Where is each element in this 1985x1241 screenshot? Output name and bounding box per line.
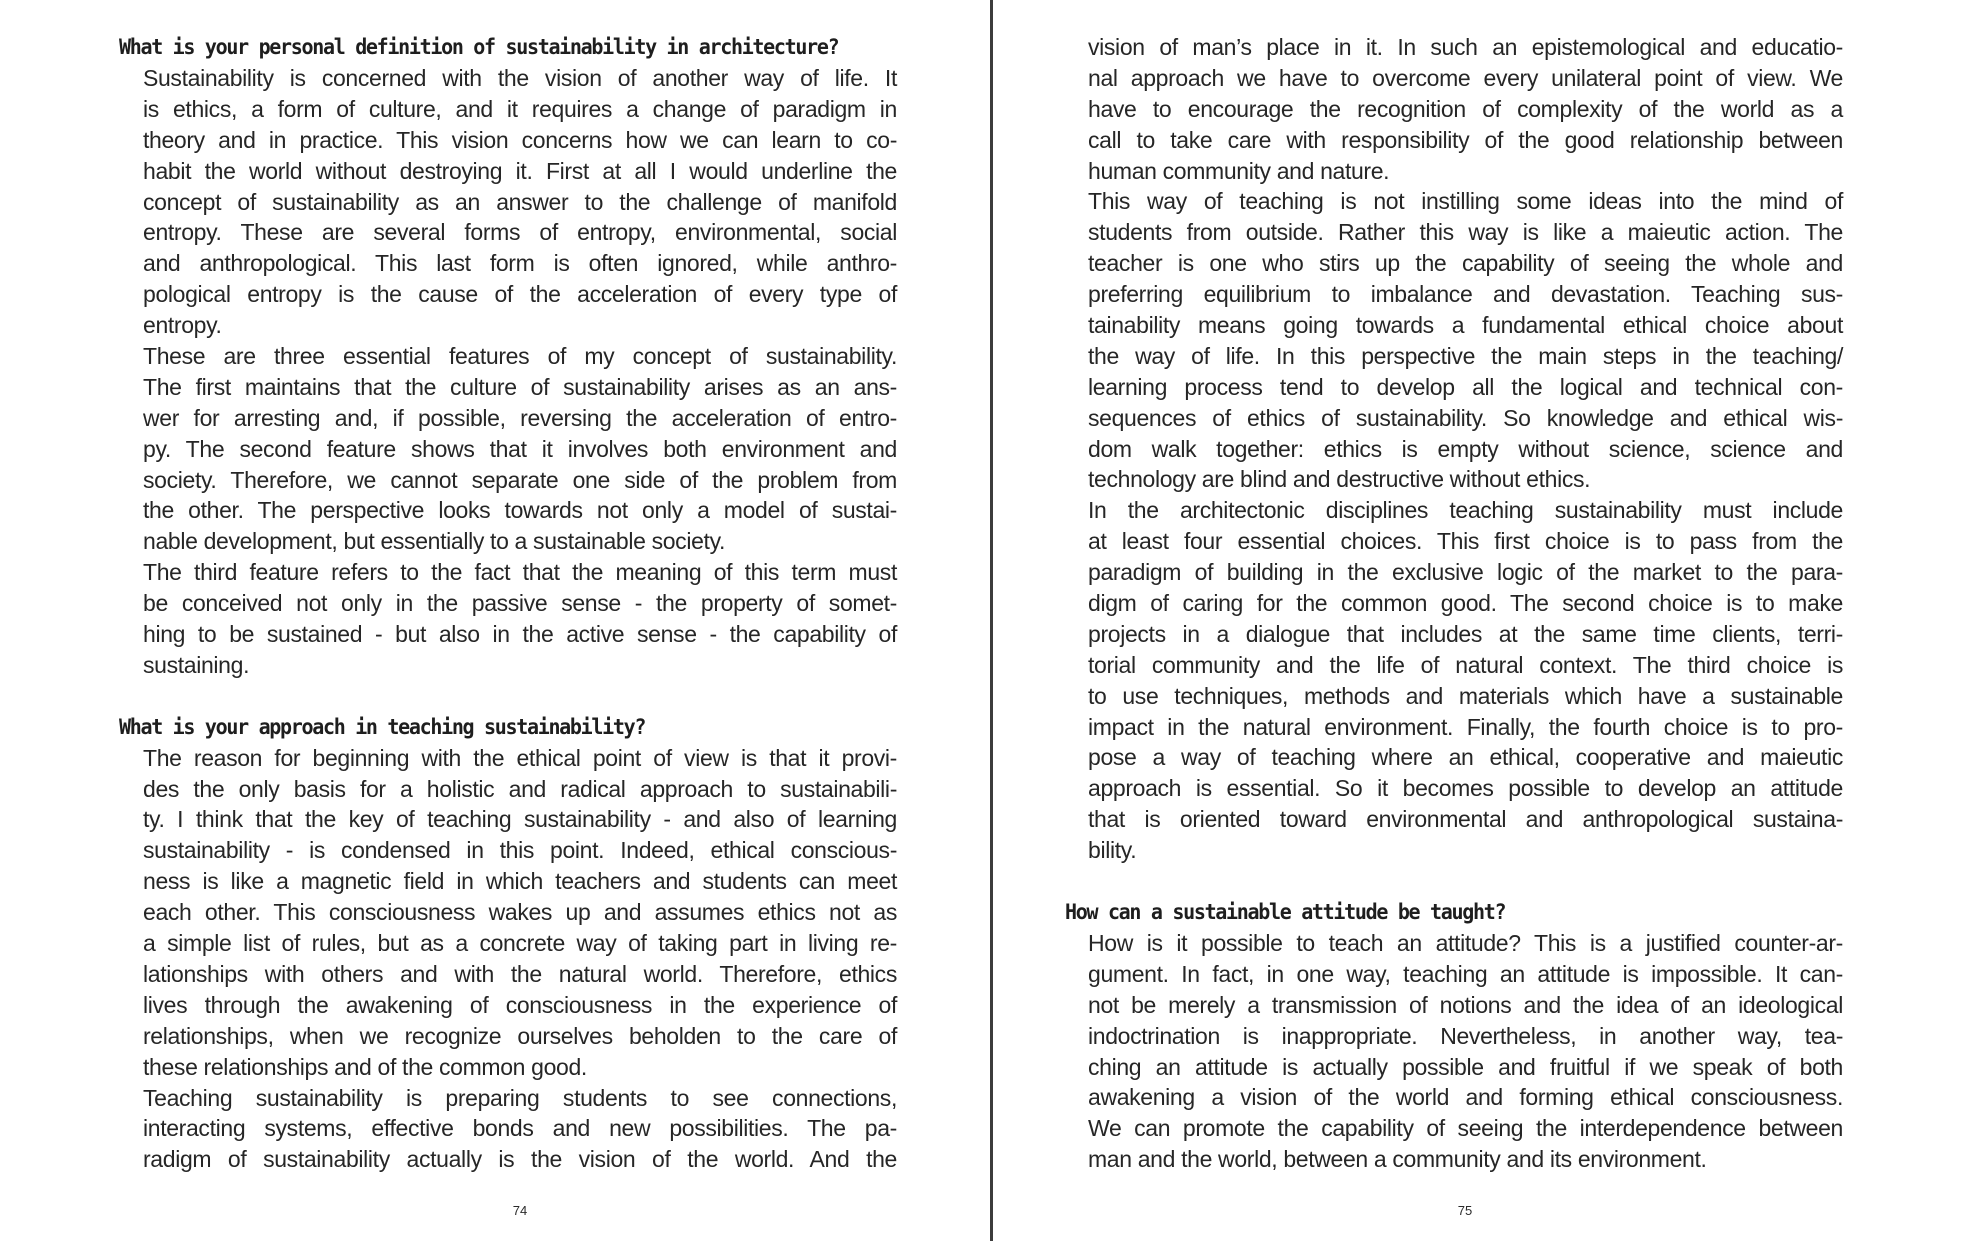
text-line: We can promote the capability of seeing the interdependence between — [1088, 1115, 1843, 1142]
text-line: impact in the natural environment. Finally, the fourth choice is to pro- — [1088, 713, 1843, 740]
text-line: These are three essential features of my concept of sustainability. — [143, 343, 897, 370]
text-line: torial community and the life of natural context. The third choice is — [1088, 651, 1843, 678]
right-page-text-column — [1065, 32, 1843, 1175]
text-line: radigm of sustainability actually is the vision of the world. And the — [143, 1146, 897, 1173]
text-line: indoctrination is inappropriate. Nevertheless, in another way, tea- — [1088, 1022, 1843, 1049]
text-line: technology are blind and destructive without ethics. — [1088, 466, 1591, 493]
text-line: teacher is one who stirs up the capability of seeing the whole and — [1088, 250, 1843, 277]
left-page-text-column — [119, 32, 897, 1175]
text-line: pose a way of teaching where an ethical, cooperative and maieutic — [1088, 744, 1843, 771]
text-line: entropy. — [143, 312, 222, 339]
text-line: ness is like a magnetic field in which teachers and students can meet — [143, 868, 897, 895]
text-line: the other. The perspective looks towards not only a model of sustai- — [143, 497, 897, 524]
text-line: lationships with others and with the natural world. Therefore, ethics — [143, 960, 897, 987]
text-line: each other. This consciousness wakes up and assumes ethics not as — [143, 899, 897, 926]
text-line: ching an attitude is actually possible and fruitful if we speak of both — [1088, 1053, 1843, 1080]
answer-paragraph — [143, 63, 897, 341]
text-line: vision of man’s place in it. In such an epistemological and educatio- — [1088, 34, 1843, 60]
text-line: sustainability - is condensed in this point. Indeed, ethical conscious- — [143, 837, 897, 864]
text-line: digm of caring for the common good. The second choice is to make — [1088, 590, 1843, 617]
text-line: that is oriented toward environmental and anthropological sustaina- — [1088, 806, 1843, 833]
text-line: How is it possible to teach an attitude? This is a justified counter-ar- — [1088, 929, 1843, 956]
text-line: ty. I think that the key of teaching sustainability - and also of learning — [143, 806, 897, 833]
section-spacer — [1065, 866, 1843, 897]
text-line: The first maintains that the culture of sustainability arises as an ans- — [143, 373, 897, 400]
text-line: these relationships and of the common good. — [143, 1053, 587, 1080]
text-line: des the only basis for a holistic and radical approach to sustainabili- — [143, 775, 897, 802]
text-line: relationships, when we recognize ourselves beholden to the care of — [143, 1022, 897, 1049]
text-line: Teaching sustainability is preparing students to see connections, — [143, 1084, 897, 1111]
text-line: py. The second feature shows that it involves both environment and — [143, 435, 897, 462]
text-line: have to encourage the recognition of complexity of the world as a — [1088, 95, 1843, 122]
text-line: be conceived not only in the passive sense - the property of somet- — [143, 590, 897, 617]
text-line: nal approach we have to overcome every unilateral point of view. We — [1088, 64, 1843, 91]
text-line: to use techniques, methods and materials which have a sustainable — [1088, 682, 1843, 709]
text-line: lives through the awakening of consciousness in the experience of — [143, 991, 897, 1018]
text-line: the way of life. In this perspective the main steps in the teaching/ — [1088, 342, 1843, 369]
text-line: learning process tend to develop all the logical and technical con- — [1088, 373, 1843, 400]
question-heading-3: How can a sustainable attitude be taught? — [1065, 899, 1506, 925]
text-line: students from outside. Rather this way is like a maieutic action. The — [1088, 219, 1843, 246]
text-line: a simple list of rules, but as a concrete way of taking part in living re- — [143, 930, 897, 957]
answer-paragraph — [143, 1083, 897, 1176]
text-line: at least four essential choices. This first choice is to pass from the — [1088, 528, 1843, 555]
text-line: awakening a vision of the world and forming ethical consciousness. — [1088, 1084, 1843, 1111]
answer-paragraph — [143, 743, 897, 1083]
page-number: 74 — [512, 1203, 528, 1218]
text-line: approach is essential. So it becomes possible to develop an attitude — [1088, 775, 1843, 802]
text-line: pological entropy is the cause of the acceleration of every type of — [143, 281, 897, 308]
text-line: tainability means going towards a fundamental ethical choice about — [1088, 312, 1843, 339]
text-line: society. Therefore, we cannot separate one side of the problem from — [143, 466, 897, 493]
text-line: not be merely a transmission of notions and the idea of an ideological — [1088, 991, 1843, 1018]
answer-paragraph — [143, 341, 897, 557]
text-line: habit the world without destroying it. First at all I would underline the — [143, 157, 897, 184]
page-number: 75 — [1457, 1203, 1473, 1218]
text-line: man and the world, between a community and its environment. — [1088, 1146, 1707, 1173]
section-spacer — [119, 681, 897, 712]
text-line: Sustainability is concerned with the vision of another way of life. It — [143, 65, 897, 91]
text-line: paradigm of building in the exclusive logic of the market to the para- — [1088, 559, 1843, 586]
text-line: sequences of ethics of sustainability. So knowledge and ethical wis- — [1088, 404, 1843, 431]
right-page — [994, 0, 1985, 1241]
text-line: bility. — [1088, 837, 1137, 864]
answer-paragraph — [1088, 186, 1843, 495]
text-line: sustaining. — [143, 651, 250, 678]
text-line: concept of sustainability as an answer to the challenge of manifold — [143, 188, 897, 215]
text-line: theory and in practice. This vision concerns how we can learn to co- — [143, 126, 897, 153]
text-line: and anthropological. This last form is often ignored, while anthro- — [143, 250, 897, 277]
text-line: human community and nature. — [1088, 157, 1390, 184]
text-line: gument. In fact, in one way, teaching an attitude is impossible. It can- — [1088, 960, 1843, 987]
continued-paragraph — [1088, 32, 1843, 186]
question-heading-2: What is your approach in teaching sustainability? — [119, 714, 646, 740]
left-page — [0, 0, 990, 1241]
text-line: hing to be sustained - but also in the active sense - the capability of — [143, 621, 897, 648]
book-spine-divider — [990, 0, 993, 1241]
text-line: nable development, but essentially to a sustainable society. — [143, 528, 726, 555]
text-line: is ethics, a form of culture, and it requires a change of paradigm in — [143, 95, 897, 122]
answer-paragraph — [1088, 495, 1843, 866]
text-line: preferring equilibrium to imbalance and devastation. Teaching sus- — [1088, 281, 1843, 308]
text-line: In the architectonic disciplines teaching sustainability must include — [1088, 497, 1843, 524]
text-line: interacting systems, effective bonds and new possibilities. The pa- — [143, 1115, 897, 1142]
answer-paragraph — [143, 557, 897, 681]
text-line: entropy. These are several forms of entropy, environmental, social — [143, 219, 897, 246]
text-line: The third feature refers to the fact that the meaning of this term must — [143, 559, 897, 586]
text-line: dom walk together: ethics is empty without science, science and — [1088, 435, 1843, 462]
answer-paragraph — [1088, 928, 1843, 1175]
question-heading-1: What is your personal definition of sustainability in architecture? — [119, 35, 839, 60]
text-line: wer for arresting and, if possible, reversing the acceleration of entro- — [143, 404, 897, 431]
text-line: call to take care with responsibility of the good relationship between — [1088, 126, 1843, 153]
text-line: The reason for beginning with the ethical point of view is that it provi- — [143, 744, 897, 771]
text-line: projects in a dialogue that includes at the same time clients, terri- — [1088, 620, 1843, 647]
text-line: This way of teaching is not instilling some ideas into the mind of — [1088, 188, 1843, 215]
